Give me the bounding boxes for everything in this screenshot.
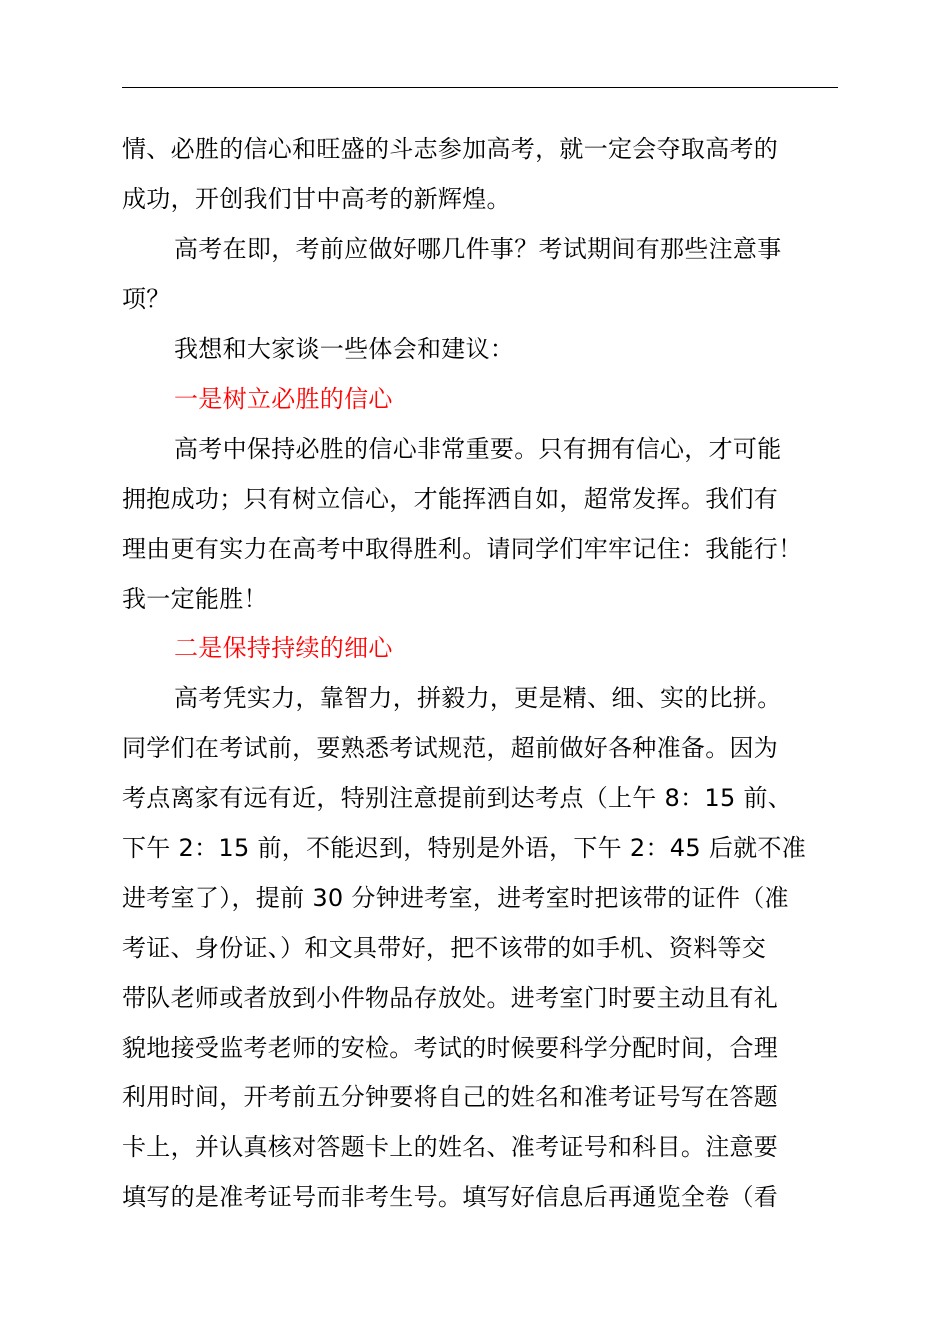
- body-text-line: 考点离家有远有近，特别注意提前到达考点（上午 8：15 前、: [122, 784, 793, 812]
- body-text-line: 成功，开创我们甘中高考的新辉煌。: [122, 185, 511, 213]
- body-text-line: 下午 2：15 前，不能迟到，特别是外语，下午 2：45 后就不准: [122, 834, 807, 862]
- body-text-line: 带队老师或者放到小件物品存放处。进考室门时要主动且有礼: [122, 984, 779, 1012]
- body-text-line: 同学们在考试前，要熟悉考试规范，超前做好各种准备。因为: [122, 734, 779, 762]
- body-text-line: 拥抱成功；只有树立信心，才能挥洒自如，超常发挥。我们有: [122, 485, 779, 513]
- header-rule: [122, 87, 838, 88]
- paragraph-first-line: 高考凭实力，靠智力，拼毅力，更是精、细、实的比拼。: [174, 684, 782, 712]
- paragraph-first-line: 高考在即，考前应做好哪几件事？考试期间有那些注意事: [174, 235, 782, 263]
- body-text-line: 貌地接受监考老师的安检。考试的时候要科学分配时间，合理: [122, 1034, 779, 1062]
- body-text-line: 理由更有实力在高考中取得胜利。请同学们牢牢记住：我能行！: [122, 535, 803, 563]
- body-text-line: 利用时间，开考前五分钟要将自己的姓名和准考证号写在答题: [122, 1083, 779, 1111]
- body-text-line: 项？: [122, 285, 171, 313]
- section-heading-1: 一是树立必胜的信心: [174, 385, 393, 413]
- paragraph-first-line: 高考中保持必胜的信心非常重要。只有拥有信心，才可能: [174, 435, 782, 463]
- body-text-line: 卡上，并认真核对答题卡上的姓名、准考证号和科目。注意要: [122, 1133, 779, 1161]
- section-heading-2: 二是保持持续的细心: [174, 634, 393, 662]
- body-text-line: 我一定能胜！: [122, 585, 268, 613]
- body-text-line: 情、必胜的信心和旺盛的斗志参加高考，就一定会夺取高考的: [122, 135, 779, 163]
- body-text-line: 进考室了），提前 30 分钟进考室，进考室时把该带的证件（准: [122, 884, 789, 912]
- body-text-line: 填写的是准考证号而非考生号。填写好信息后再通览全卷（看: [122, 1183, 779, 1211]
- paragraph-first-line: 我想和大家谈一些体会和建议：: [174, 335, 515, 363]
- body-text-line: 考证、身份证、）和文具带好，把不该带的如手机、资料等交: [122, 934, 767, 962]
